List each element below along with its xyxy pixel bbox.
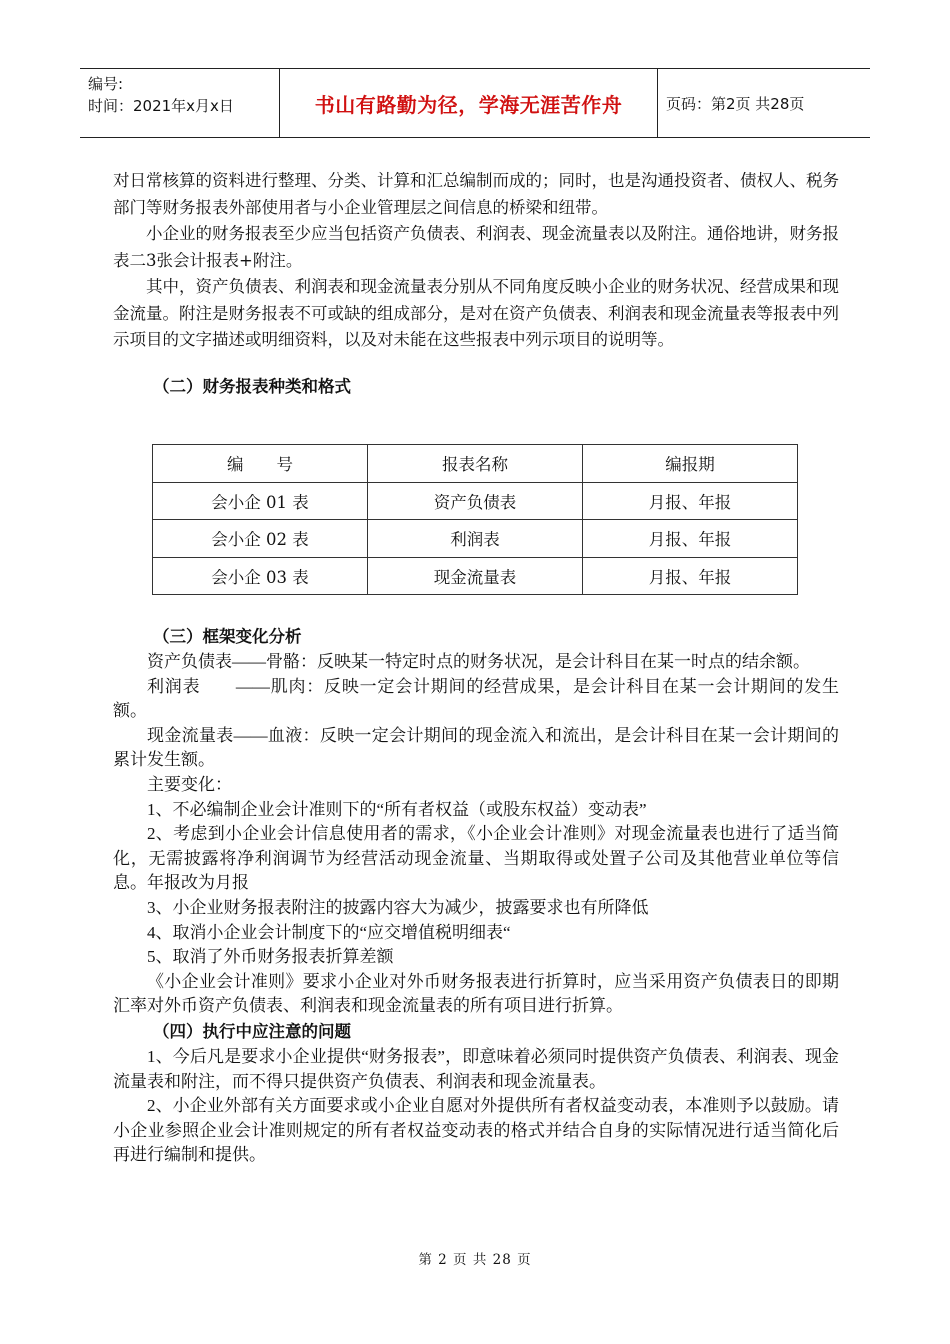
- page-header: [80, 68, 870, 138]
- table-cell: 会小企 01 表: [153, 482, 368, 520]
- header-motto-cell: [280, 69, 658, 137]
- paragraph: 4、取消小企业会计制度下的“应交增值税明细表“: [147, 922, 511, 942]
- header-motto: 书山有路勤为径，学海无涯苦作舟: [314, 92, 623, 117]
- table-cell: 月报、年报: [583, 520, 798, 558]
- paragraph: 5、取消了外币财务报表折算差额: [147, 947, 394, 967]
- paragraph: 资产负债表——骨骼：反映某一特定时点的财务状况，是会计科目在某一时点的结余额。: [147, 652, 810, 671]
- paragraph: 其中，资产负债表、利润表和现金流量表分别从不同角度反映小企业的财务状况、经营成果和现金流量。附注是财务报表不可或缺的组成部分，是对在资产负债表、利润表和现金流量表等报表中列示项目的文字描述或明细资料，以及对未能在这些报表中列示项目的说明等。: [113, 277, 839, 349]
- section-heading-2: （二）财务报表种类和格式: [153, 376, 351, 396]
- table-header-cell: 编 号: [153, 445, 368, 483]
- paragraph: 主要变化：: [147, 774, 232, 794]
- table-cell: 会小企 02 表: [153, 520, 368, 558]
- report-types-table: [152, 444, 798, 595]
- paragraph: 2、考虑到小企业会计信息使用者的需求，《小企业会计准则》对现金流量表也进行了适当简化，无需披露将净利润调节为经营活动现金流量、当期取得或处置子公司及其他营业单位等信息。年报改为月报: [113, 824, 839, 893]
- paragraph: 1、不必编制企业会计准则下的“所有者权益（或股东权益）变动表”: [147, 799, 647, 819]
- table-header-cell: 编报期: [583, 445, 798, 483]
- table-cell: 会小企 03 表: [153, 557, 368, 595]
- table-cell: 现金流量表: [368, 557, 583, 595]
- table-header-row: [153, 445, 798, 483]
- paragraph: 小企业的财务报表至少应当包括资产负债表、利润表、现金流量表以及附注。通俗地讲，财务报表二3张会计报表+附注。: [113, 224, 839, 270]
- section-heading-4: （四）执行中应注意的问题: [153, 1021, 351, 1041]
- table-cell: 资产负债表: [368, 482, 583, 520]
- paragraph: 利润表 ——肌肉：反映一定会计期间的经营成果，是会计科目在某一会计期间的发生额。: [113, 676, 839, 721]
- table-row: [153, 557, 798, 595]
- table-cell: 利润表: [368, 520, 583, 558]
- table-row: [153, 520, 798, 558]
- paragraph: 3、小企业财务报表附注的披露内容大为减少，披露要求也有所降低: [147, 897, 649, 917]
- header-meta: [80, 69, 280, 137]
- table-cell: 月报、年报: [583, 482, 798, 520]
- analysis-block: [113, 624, 839, 1168]
- paragraph: 1、今后凡是要求小企业提供“财务报表”，即意味着必须同时提供资产负债表、利润表、现金流量表和附注，而不得只提供资产负债表、利润表和现金流量表。: [113, 1046, 839, 1091]
- section-heading-3: （三）框架变化分析: [153, 627, 302, 646]
- paragraph: 2、小企业外部有关方面要求或小企业自愿对外提供所有者权益变动表，本准则予以鼓励。请小企业参照企业会计准则规定的所有者权益变动表的格式并结合自身的实际情况进行适当简化后再进行编制和提供。: [113, 1096, 839, 1165]
- intro-block: [113, 168, 839, 400]
- table-cell: 月报、年报: [583, 557, 798, 595]
- paragraph: 对日常核算的资料进行整理、分类、计算和汇总编制而成的；同时，也是沟通投资者、债权人、税务部门等财务报表外部使用者与小企业管理层之间信息的桥梁和纽带。: [113, 171, 839, 217]
- table-header-cell: 报表名称: [368, 445, 583, 483]
- header-page-label: 页码：第2页 共28页: [666, 94, 805, 113]
- header-page-cell: [658, 69, 870, 137]
- doc-number-label: 编号:: [88, 75, 124, 93]
- page-footer: 第 2 页 共 28 页: [418, 1252, 532, 1268]
- paragraph: 《小企业会计准则》要求小企业对外币财务报表进行折算时，应当采用资产负债表日的即期汇率对外币资产负债表、利润表和现金流量表的所有项目进行折算。: [113, 971, 839, 1016]
- doc-time-label: 时间：2021年x月x日: [88, 97, 234, 115]
- paragraph: 现金流量表——血液：反映一定会计期间的现金流入和流出，是会计科目在某一会计期间的累计发生额。: [113, 725, 839, 770]
- table-row: [153, 482, 798, 520]
